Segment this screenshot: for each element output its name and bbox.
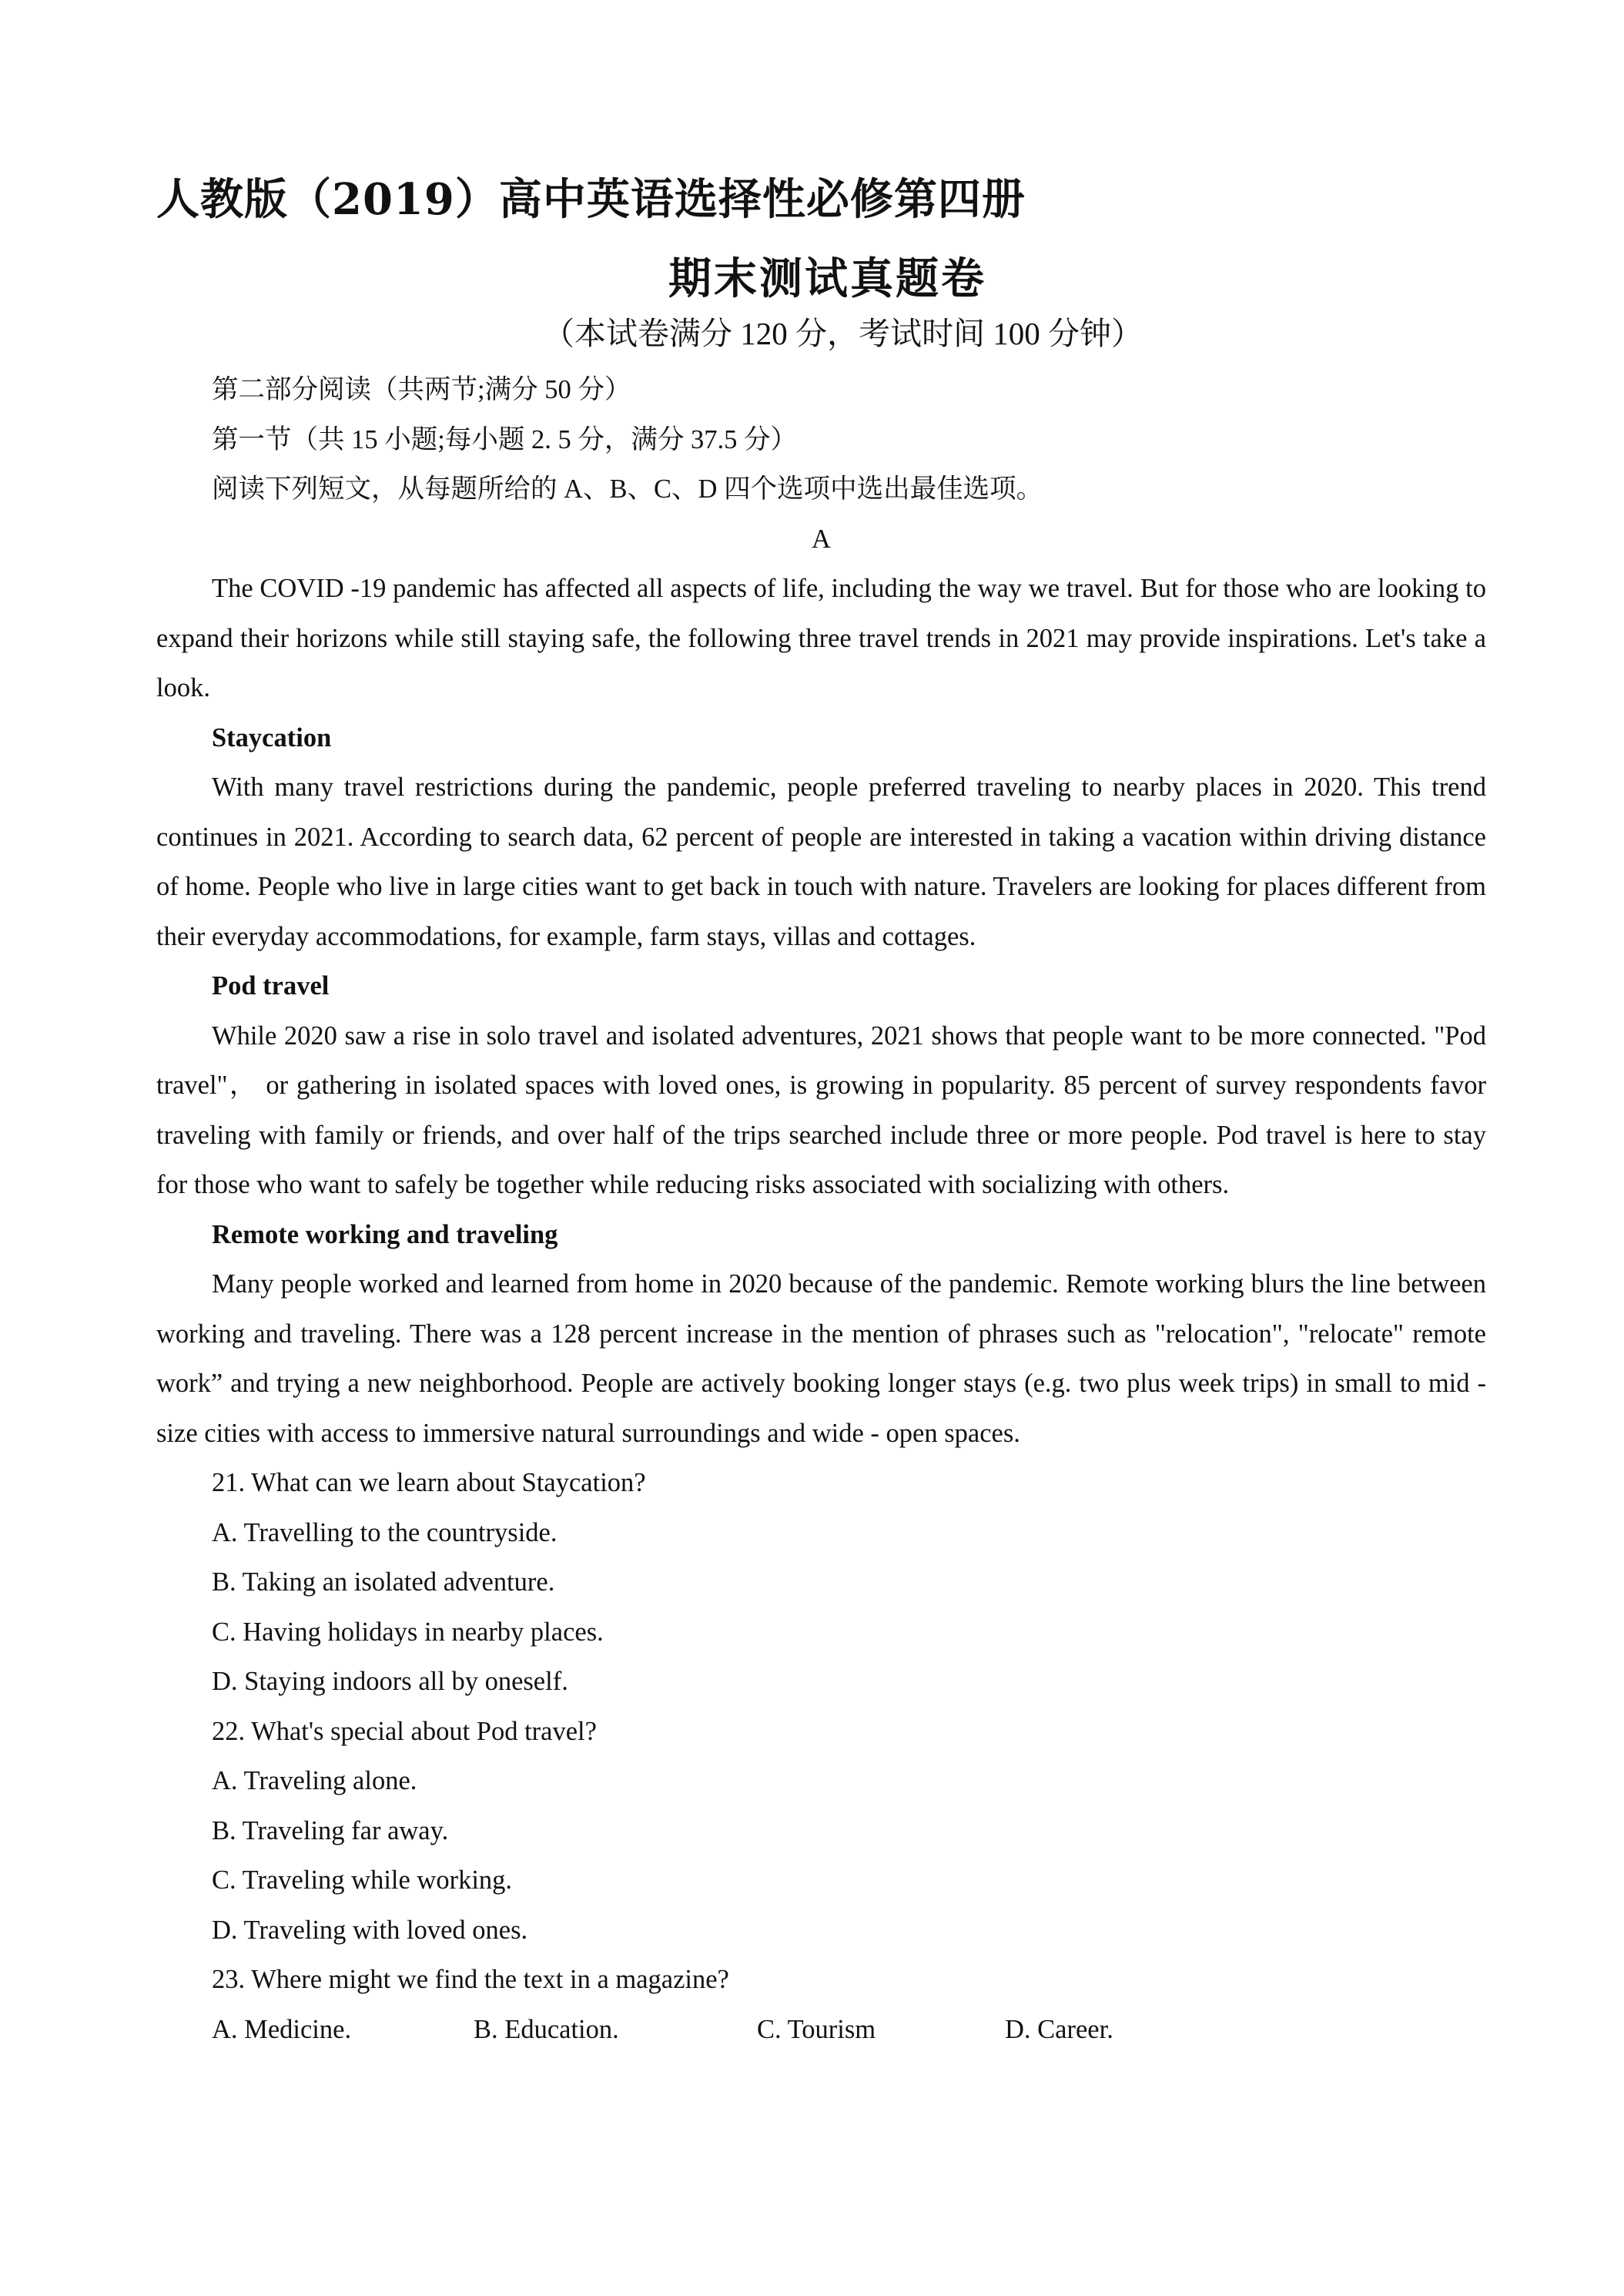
question-22-option-a: A. Traveling alone.	[212, 1766, 417, 1795]
passage-paragraph-pod-travel: While 2020 saw a rise in solo travel and isolated adventures, 2021 shows that people want to be more connected. "Pod travel"， or gathering in isolated spaces with loved ones, is growing in popularity. 85 percent of survey respondents favor traveling with family or friends, and over half of the trips searched include three or more people. Pod travel is here to stay for those who want to safely be together while reducing risks associated with socializing with others.	[156, 1021, 1486, 1199]
passage-heading-pod-travel: Pod travel	[212, 971, 330, 1001]
question-23-option-c: C. Tourism	[757, 2014, 876, 2044]
exam-title: 人教版（2019）高中英语选择性必修第四册	[156, 174, 1026, 225]
question-21-stem: 21. What can we learn about Staycation?	[212, 1468, 646, 1497]
section-part: 第二部分阅读（共两节;满分 50 分）	[212, 375, 631, 404]
question-23-stem: 23. Where might we find the text in a magazine?	[212, 1965, 729, 1994]
question-22-option-d: D. Traveling with loved ones.	[212, 1915, 528, 1945]
passage-heading-staycation: Staycation	[212, 722, 332, 752]
exam-score-time-note: （本试卷满分 120 分，考试时间 100 分钟）	[543, 316, 1143, 351]
question-23-options	[156, 2005, 1486, 2055]
section-instruction: 阅读下列短文，从每题所给的 A、B、C、D 四个选项中选出最佳选项。	[212, 474, 1043, 504]
passage-label: A	[812, 524, 831, 554]
question-23-option-d: D. Career.	[1005, 2014, 1113, 2044]
question-21-option-c: C. Having holidays in nearby places.	[212, 1617, 604, 1647]
question-22-option-b: B. Traveling far away.	[212, 1815, 449, 1845]
section-subpart: 第一节（共 15 小题;每小题 2. 5 分，满分 37.5 分）	[212, 424, 797, 454]
question-22-stem: 22. What's special about Pod travel?	[212, 1716, 597, 1746]
question-21-option-b: B. Taking an isolated adventure.	[212, 1567, 555, 1597]
passage-intro: The COVID -19 pandemic has affected all aspects of life, including the way we travel. But for those who are looking to expand their horizons while still staying safe, the following three travel trends in 2021 may provide inspirations. Let's take a look.	[156, 574, 1486, 702]
question-23-option-b: B. Education.	[474, 2014, 619, 2044]
question-22-option-c: C. Traveling while working.	[212, 1865, 513, 1895]
question-23-option-a: A. Medicine.	[212, 2014, 352, 2044]
passage-paragraph-remote-working: Many people worked and learned from home in 2020 because of the pandemic. Remote working blurs the line between working and traveling. There was a 128 percent increase in the mention of phrases such as "relocation", "relocate" remote work” and trying a new neighborhood. People are actively booking longer stays (e.g. two plus week trips) in small to mid - size cities with access to immersive natural surroundings and wide - open spaces.	[156, 1269, 1486, 1448]
exam-content	[156, 365, 1486, 2054]
passage-heading-remote-working: Remote working and traveling	[212, 1219, 558, 1249]
question-21-option-d: D. Staying indoors all by oneself.	[212, 1667, 568, 1696]
question-21-option-a: A. Travelling to the countryside.	[212, 1517, 558, 1547]
passage-paragraph-staycation: With many travel restrictions during the pandemic, people preferred traveling to nearby places in 2020. This trend continues in 2021. According to search data, 62 percent of people are interested in taking a vacation within driving distance of home. People who live in large cities want to get back in touch with nature. Travelers are looking for places different from their everyday accommodations, for example, farm stays, villas and cottages.	[156, 773, 1486, 951]
exam-subtitle-title: 期末测试真题卷	[668, 253, 986, 304]
